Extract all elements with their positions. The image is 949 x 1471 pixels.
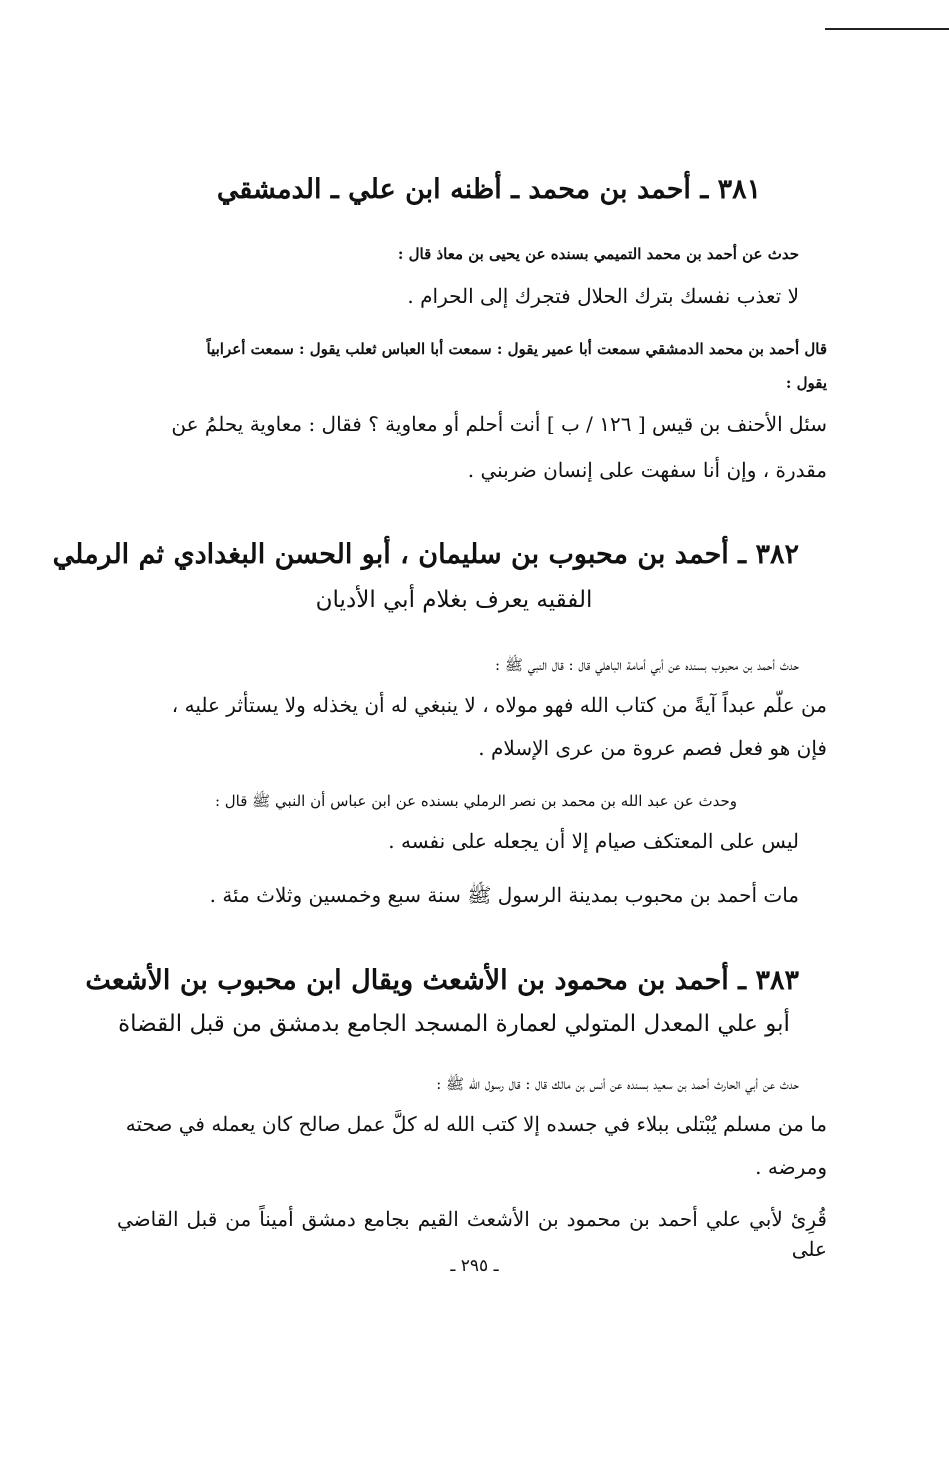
entry-382-subtitle: الفقيه يعرف بغلام أبي الأديان	[315, 587, 593, 613]
entry-381-quote-1: لا تعذب نفسك بترك الحلال فتجرك إلى الحرام .	[407, 284, 799, 308]
entry-381-quote-2-cont: مقدرة ، وإن أنا سفهت على إنسان ضربني .	[467, 458, 827, 482]
entry-381-isnad-2-cont: يقول :	[785, 374, 827, 392]
entry-383-subtitle: أبو علي المعدل المتولي لعمارة المسجد الجامع بدمشق من قبل القضاة	[118, 1011, 790, 1037]
entry-383-final-line: قُرِئ لأبي علي أحمد بن محمود بن الأشعث القيم بجامع دمشق أميناً من قبل القاضي على	[117, 1207, 827, 1261]
entry-381-title: ٣٨١ ـ أحمد بن محمد ـ أظنه ابن علي ـ الدمشقي	[216, 174, 762, 205]
entry-382-quote-1: من علّم عبداً آيةً من كتاب الله فهو مولاه ، لا ينبغي له أن يخذله ولا يستأثر عليه ،	[171, 693, 827, 717]
entry-383-quote-1-cont: ومرضه .	[755, 1155, 827, 1179]
entry-382-quote-2: ليس على المعتكف صيام إلا أن يجعله على نفسه .	[388, 829, 799, 853]
entry-383-quote-1: ما من مسلم يُبْتلى ببلاء في جسده إلا كتب الله له كلَّ عمل صالح كان يعمله في صحته	[125, 1112, 827, 1136]
entry-382-isnad-1: حدث أحمد بن محبوب بسنده عن أبي أمامة الباهلي قال : قال النبي ﷺ :	[495, 656, 799, 674]
page-number: ـ ٢٩٥ ـ	[450, 1256, 499, 1276]
entry-381-isnad-2: قال أحمد بن محمد الدمشقي سمعت أبا عمير يقول : سمعت أبا العباس ثعلب يقول : سمعت أعرابياً	[206, 340, 827, 358]
entry-383-isnad-1: حدث عن أبي الحارث أحمد بن سعيد بسنده عن أنس بن مالك قال : قال رسول الله ﷺ :	[436, 1075, 799, 1093]
entry-382-isnad-2: وحدث عن عبد الله بن محمد بن نصر الرملي بسنده عن ابن عباس أن النبي ﷺ قال :	[214, 792, 737, 810]
entry-382-title: ٣٨٢ ـ أحمد بن محبوب بن سليمان ، أبو الحسن البغدادي ثم الرملي	[52, 539, 799, 570]
entry-383-title: ٣٨٣ ـ أحمد بن محمود بن الأشعث ويقال ابن محبوب بن الأشعث	[85, 965, 799, 996]
entry-382-quote-1-cont: فإن هو فعل فصم عروة من عرى الإسلام .	[478, 736, 827, 760]
entry-381-quote-2: سئل الأحنف بن قيس [ ١٢٦ / ب ] أنت أحلم أو معاوية ؟ فقال : معاوية يحلمُ عن	[171, 412, 827, 436]
entry-381-isnad-1: حدث عن أحمد بن محمد التميمي بسنده عن يحيى بن معاذ قال :	[397, 245, 799, 263]
top-rule	[825, 28, 949, 30]
entry-382-death-note: مات أحمد بن محبوب بمدينة الرسول ﷺ سنة سبع وخمسين وثلاث مئة .	[209, 883, 799, 907]
